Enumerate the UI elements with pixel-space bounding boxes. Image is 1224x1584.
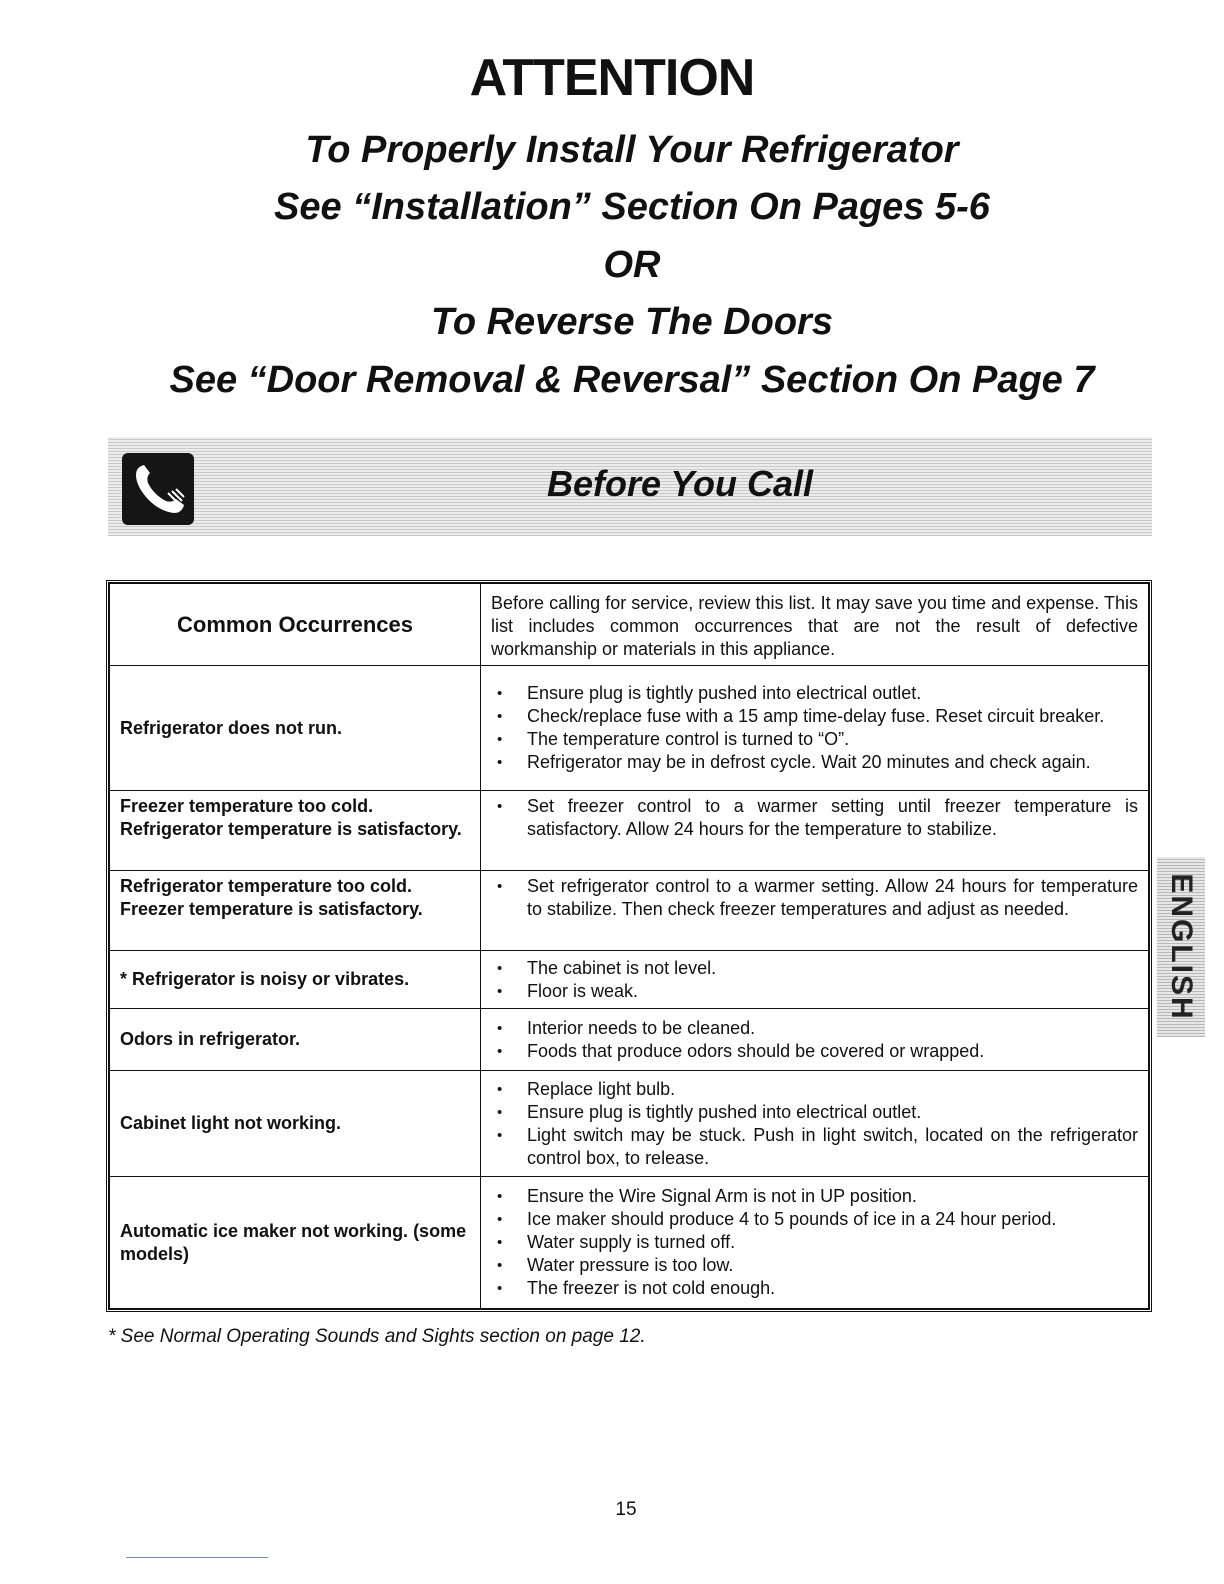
column-header-common-occurrences: Common Occurrences <box>110 584 481 666</box>
solution-item: • Water supply is turned off. <box>491 1231 1138 1254</box>
problem-cell: Freezer temperature too cold. Refrigerator temperature is satisfactory. <box>110 791 481 871</box>
problem-cell: Refrigerator does not run. <box>110 666 481 791</box>
solution-item: • Ensure plug is tightly pushed into electrical outlet. <box>491 1101 1138 1124</box>
problem-cell: * Refrigerator is noisy or vibrates. <box>110 951 481 1009</box>
table-row <box>110 666 1149 791</box>
table-row <box>110 871 1149 951</box>
language-tab-label: ENGLISH <box>1165 873 1198 1021</box>
intro-text: Before calling for service, review this list. It may save you time and expense. This list includes common occurrences that are not the result of defective workmanship or materials in this appliance. <box>481 584 1149 666</box>
solution-item: • The temperature control is turned to “O”. <box>491 728 1138 751</box>
banner-title: Before You Call <box>546 463 814 504</box>
table-row <box>110 951 1149 1009</box>
solution-item: • Floor is weak. <box>491 980 1138 1003</box>
footnote: * See Normal Operating Sounds and Sights section on page 12. <box>108 1326 646 1347</box>
page-number: 15 <box>615 1499 637 1520</box>
bottom-rule <box>126 1557 268 1558</box>
solution-item: • Light switch may be stuck. Push in light switch, located on the refrigerator control box, to release. <box>491 1124 1138 1170</box>
solution-item: • Water pressure is too low. <box>491 1254 1138 1277</box>
table-row <box>110 1177 1149 1309</box>
solution-item: • The freezer is not cold enough. <box>491 1277 1138 1300</box>
solution-item: • Replace light bulb. <box>491 1078 1138 1101</box>
headline-door-removal-page: See “Door Removal & Reversal” Section On Page 7 <box>169 359 1095 401</box>
solution-item: • Set refrigerator control to a warmer setting. Allow 24 hours for temperature to stabilize. Then check freezer temperatures and adjust as needed. <box>491 875 1138 921</box>
before-you-call-banner <box>108 437 1152 536</box>
problem-cell: Automatic ice maker not working. (some models) <box>110 1177 481 1309</box>
table-row <box>110 1071 1149 1177</box>
headline-install: To Properly Install Your Refrigerator <box>305 129 959 171</box>
headline-install-pages: See “Installation” Section On Pages 5-6 <box>274 186 990 228</box>
solution-item: • Refrigerator may be in defrost cycle. Wait 20 minutes and check again. <box>491 751 1138 774</box>
problem-cell: Cabinet light not working. <box>110 1071 481 1177</box>
solution-item: • Ensure the Wire Signal Arm is not in UP position. <box>491 1185 1138 1208</box>
headline-reverse-doors: To Reverse The Doors <box>431 301 833 343</box>
solution-item: • The cabinet is not level. <box>491 957 1138 980</box>
problem-cell: Refrigerator temperature too cold. Freezer temperature is satisfactory. <box>110 871 481 951</box>
troubleshooting-table <box>106 580 1152 1312</box>
page-title: ATTENTION <box>469 49 755 107</box>
table-header-row <box>110 584 1149 666</box>
solution-item: • Ice maker should produce 4 to 5 pounds of ice in a 24 hour period. <box>491 1208 1138 1231</box>
problem-cell: Odors in refrigerator. <box>110 1009 481 1071</box>
language-side-tab <box>1157 857 1205 1037</box>
solution-item: • Foods that produce odors should be covered or wrapped. <box>491 1040 1138 1063</box>
table-row <box>110 791 1149 871</box>
solution-item: • Check/replace fuse with a 15 amp time-delay fuse. Reset circuit breaker. <box>491 705 1138 728</box>
solution-item: • Interior needs to be cleaned. <box>491 1017 1138 1040</box>
headline-or: OR <box>603 244 661 286</box>
solution-item: • Ensure plug is tightly pushed into electrical outlet. <box>491 682 1138 705</box>
solution-item: • Set freezer control to a warmer setting until freezer temperature is satisfactory. Allow 24 hours for the temperature to stabilize. <box>491 795 1138 841</box>
table-row <box>110 1009 1149 1071</box>
